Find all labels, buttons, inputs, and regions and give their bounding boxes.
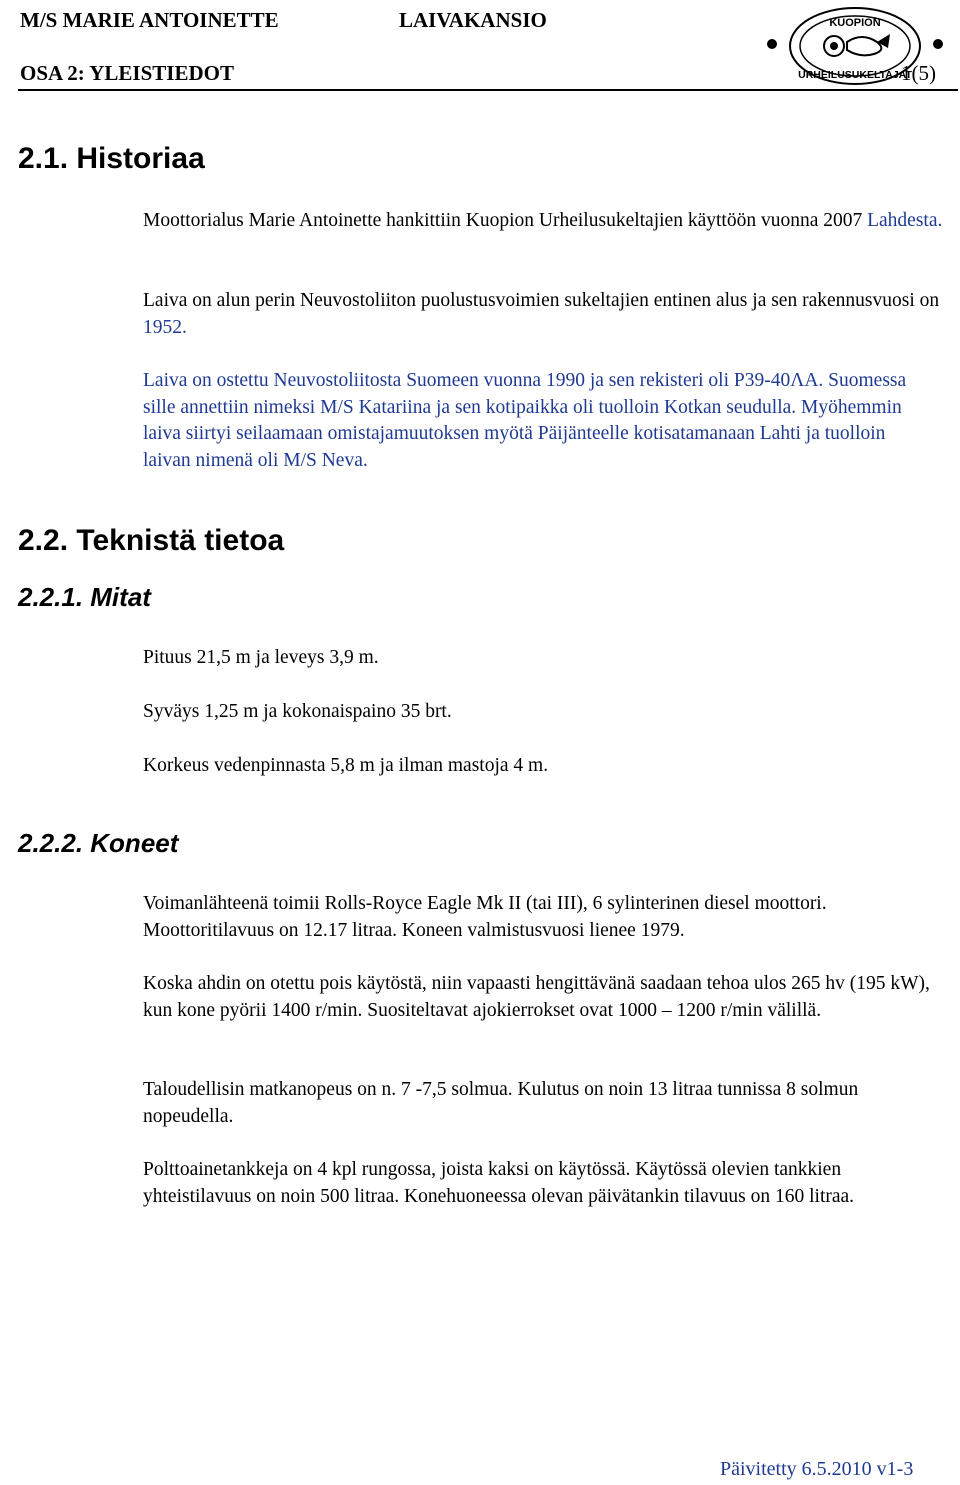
koneet-heading: 2.2.2. Koneet [18, 828, 179, 858]
historia-heading: 2.1. Historiaa [18, 142, 205, 175]
logo-top-text: KUOPION [829, 17, 881, 29]
club-logo [752, 2, 958, 90]
mitat-line-2: Syväys 1,25 m ja kokonaispaino 35 brt. [143, 701, 452, 722]
footer-updated: Päivitetty 6.5.2010 v1-3 [720, 1458, 914, 1480]
koneet-paragraph-3: Taloudellisin matkanopeus on n. 7 -7,5 solmua. Kulutus on noin 13 litraa tunnissa 8 solmun nopeudella. [143, 1079, 859, 1127]
logo-bottom-text: URHEILUSUKELTAJAT [798, 69, 912, 81]
historia-paragraph-3: Laiva on ostettu Neuvostoliitosta Suomeen vuonna 1990 ja sen rekisteri oli P39-40ΛΑ. Suomessa sille annettiin nimeksi M/S Katariina ja sen kotipaikka oli tuolloin Kotkan seudulla. Myöhemmin laiva siirtyi seilaamaan omistajamuutoksen myötä Päijänteelle kotisatamanaan Lahti ja tuolloin laivan nimenä oli M/S Neva. [143, 370, 907, 471]
vessel-name: M/S MARIE ANTOINETTE [20, 8, 279, 32]
mitat-line-1: Pituus 21,5 m ja leveys 3,9 m. [143, 647, 379, 668]
document-title: LAIVAKANSIO [399, 8, 547, 32]
koneet-paragraph-4: Polttoainetankkeja on 4 kpl rungossa, joista kaksi on käytössä. Käytössä olevien tankkien yhteistilavuus on noin 500 litraa. Konehuoneessa olevan päivätankin tilavuus on 160 litraa. [143, 1159, 855, 1207]
section-title: OSA 2: YLEISTIEDOT [20, 61, 234, 85]
koneet-paragraph-1: Voimanlähteenä toimii Rolls-Royce Eagle Mk II (tai III), 6 sylinterinen diesel moottori. Moottoritilavuus on 12.17 litraa. Koneen valmistusvuosi lienee 1979. [143, 893, 827, 941]
koneet-paragraph-2: Koska ahdin on otettu pois käytöstä, niin vapaasti hengittävänä saadaan tehoa ulos 265 hv (195 kW), kun kone pyörii 1400 r/min. Suositeltavat ajokierrokset ovat 1000 – 1200 r/min välillä. [143, 973, 930, 1021]
p2-text: Laiva on alun perin Neuvostoliiton puolustusvoimien sukeltajien entinen alus ja sen rakennusvuosi on [143, 290, 940, 311]
page-number: 1(5) [901, 61, 936, 85]
mitat-heading: 2.2.1. Mitat [18, 582, 151, 612]
mitat-line-3: Korkeus vedenpinnasta 5,8 m ja ilman mastoja 4 m. [143, 755, 549, 776]
historia-paragraph-1 [143, 208, 943, 235]
p1-text: Moottorialus Marie Antoinette hankittiin Kuopion Urheilusukeltajien käyttöön vuonna 2007 [143, 210, 868, 231]
p1-link-text: Lahdesta. [867, 210, 943, 231]
historia-paragraph-2 [143, 288, 943, 341]
header-divider [18, 89, 958, 91]
p2-year: 1952. [143, 316, 187, 338]
tekninen-heading: 2.2. Teknistä tietoa [18, 524, 285, 557]
